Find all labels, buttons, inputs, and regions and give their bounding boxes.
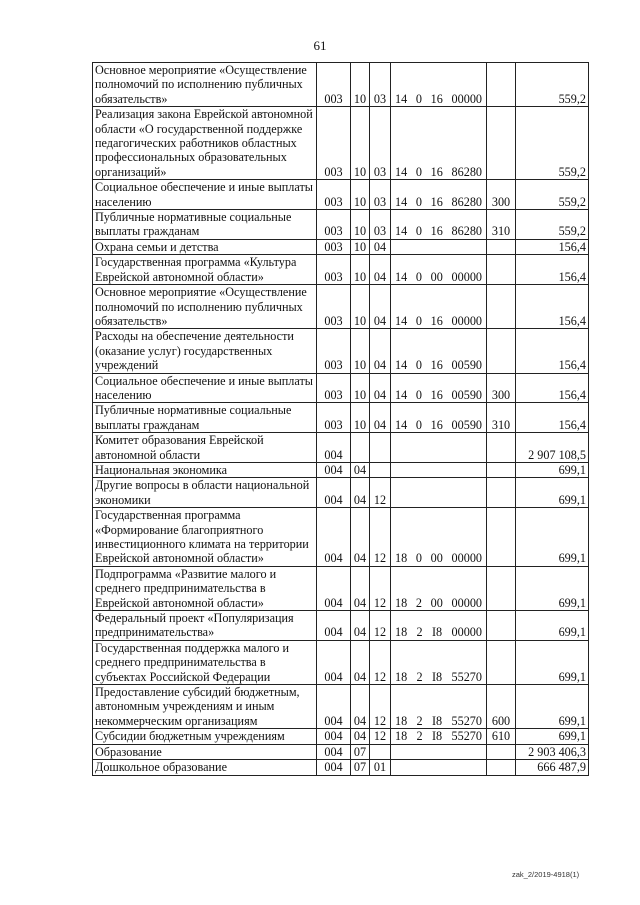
table-row xyxy=(93,239,589,254)
table-row xyxy=(93,285,589,329)
row-section-code: 10 xyxy=(351,107,370,180)
row-target-article xyxy=(391,107,487,180)
row-section-code: 04 xyxy=(351,611,370,641)
row-subsection-code: 03 xyxy=(370,63,391,107)
row-target-article-direction: 00000 xyxy=(451,91,482,106)
row-target-article-program: 14 xyxy=(395,91,408,106)
table-row xyxy=(93,403,589,433)
row-name: Основное мероприятие «Осуществление полномочий по исполнению публичных обязательств» xyxy=(93,285,317,329)
row-name: Социальное обеспечение и иные выплаты населению xyxy=(93,180,317,210)
row-section-code: 04 xyxy=(351,729,370,744)
row-expense-type: 300 xyxy=(487,373,516,403)
row-section-code: 04 xyxy=(351,508,370,567)
row-target-article-direction: 55270 xyxy=(451,729,482,744)
row-name: Образование xyxy=(93,744,317,759)
row-name: Охрана семьи и детства xyxy=(93,239,317,254)
row-target-article-direction: 55270 xyxy=(451,669,482,684)
row-target-article-subprogram: 0 xyxy=(415,224,422,239)
row-grbs-code: 003 xyxy=(317,329,351,373)
row-expense-type xyxy=(487,63,516,107)
row-sum: 559,2 xyxy=(516,63,589,107)
row-sum: 699,1 xyxy=(516,611,589,641)
table-row xyxy=(93,640,589,684)
row-target-article-program: 18 xyxy=(395,669,408,684)
table-row xyxy=(93,685,589,729)
row-target-article-subprogram: 2 xyxy=(416,669,423,684)
page-number: 61 xyxy=(313,38,327,53)
row-sum: 156,4 xyxy=(516,285,589,329)
row-target-article-event: 16 xyxy=(430,164,443,179)
row-target-article-program: 14 xyxy=(395,417,408,432)
table-row xyxy=(93,433,589,463)
row-sum: 2 907 108,5 xyxy=(516,433,589,463)
row-grbs-code: 004 xyxy=(317,611,351,641)
table-row xyxy=(93,180,589,210)
row-expense-type xyxy=(487,285,516,329)
row-subsection-code: 12 xyxy=(370,729,391,744)
row-grbs-code: 003 xyxy=(317,63,351,107)
row-name: Публичные нормативные социальные выплаты гражданам xyxy=(93,210,317,240)
row-expense-type xyxy=(487,744,516,759)
row-target-article xyxy=(391,462,487,477)
row-sum: 559,2 xyxy=(516,107,589,180)
row-expense-type xyxy=(487,478,516,508)
row-subsection-code: 04 xyxy=(370,329,391,373)
row-grbs-code: 004 xyxy=(317,744,351,759)
row-target-article-direction: 86280 xyxy=(451,194,482,209)
row-target-article-program: 18 xyxy=(395,595,408,610)
row-target-article-subprogram: 0 xyxy=(415,417,422,432)
row-target-article xyxy=(391,63,487,107)
row-sum: 156,4 xyxy=(516,403,589,433)
row-expense-type xyxy=(487,433,516,463)
row-sum: 666 487,9 xyxy=(516,760,589,775)
table-row xyxy=(93,729,589,744)
row-target-article-event: 16 xyxy=(430,91,443,106)
row-target-article-subprogram: 2 xyxy=(415,595,422,610)
row-target-article-direction: 00000 xyxy=(451,625,482,640)
row-subsection-code: 04 xyxy=(370,255,391,285)
row-subsection-code: 04 xyxy=(370,285,391,329)
table-row xyxy=(93,329,589,373)
row-target-article-direction: 00000 xyxy=(451,313,482,328)
row-target-article-program: 18 xyxy=(395,625,408,640)
row-grbs-code: 004 xyxy=(317,760,351,775)
row-target-article-subprogram: 2 xyxy=(416,713,423,728)
row-section-code: 04 xyxy=(351,566,370,610)
row-sum: 156,4 xyxy=(516,239,589,254)
row-target-article xyxy=(391,611,487,641)
row-section-code: 07 xyxy=(351,744,370,759)
row-grbs-code: 003 xyxy=(317,403,351,433)
row-target-article xyxy=(391,403,487,433)
row-grbs-code: 004 xyxy=(317,685,351,729)
row-target-article-event: I8 xyxy=(432,625,443,640)
row-sum: 156,4 xyxy=(516,255,589,285)
table-row xyxy=(93,107,589,180)
row-grbs-code: 004 xyxy=(317,462,351,477)
row-subsection-code: 04 xyxy=(370,239,391,254)
row-subsection-code: 12 xyxy=(370,611,391,641)
table-row xyxy=(93,478,589,508)
row-expense-type xyxy=(487,760,516,775)
row-name: Государственная поддержка малого и среднего предпринимательства в субъектах Российской Федерации xyxy=(93,640,317,684)
row-grbs-code: 004 xyxy=(317,640,351,684)
row-subsection-code: 03 xyxy=(370,107,391,180)
table-row xyxy=(93,255,589,285)
row-expense-type xyxy=(487,107,516,180)
row-name: Публичные нормативные социальные выплаты гражданам xyxy=(93,403,317,433)
row-sum: 559,2 xyxy=(516,180,589,210)
row-target-article-subprogram: 0 xyxy=(415,91,422,106)
row-section-code: 04 xyxy=(351,685,370,729)
row-grbs-code: 003 xyxy=(317,285,351,329)
row-target-article-direction: 86280 xyxy=(451,224,482,239)
row-target-article-event: 16 xyxy=(430,313,443,328)
row-section-code: 10 xyxy=(351,403,370,433)
row-section-code: 10 xyxy=(351,210,370,240)
row-target-article-program: 14 xyxy=(395,358,408,373)
row-expense-type: 610 xyxy=(487,729,516,744)
row-target-article-program: 14 xyxy=(395,313,408,328)
row-target-article-direction: 00000 xyxy=(451,551,482,566)
row-sum: 156,4 xyxy=(516,373,589,403)
row-target-article-event: 00 xyxy=(430,595,443,610)
row-target-article-event: I8 xyxy=(432,669,443,684)
row-subsection-code xyxy=(370,433,391,463)
row-section-code: 10 xyxy=(351,255,370,285)
row-name: Подпрограмма «Развитие малого и среднего предпринимательства в Еврейской автономной области» xyxy=(93,566,317,610)
row-name: Дошкольное образование xyxy=(93,760,317,775)
row-expense-type: 600 xyxy=(487,685,516,729)
row-target-article-subprogram: 0 xyxy=(415,194,422,209)
row-grbs-code: 003 xyxy=(317,255,351,285)
row-subsection-code xyxy=(370,744,391,759)
row-target-article-event: 16 xyxy=(430,224,443,239)
row-target-article-program: 18 xyxy=(395,729,408,744)
table-row xyxy=(93,462,589,477)
row-target-article-subprogram: 0 xyxy=(415,387,422,402)
row-target-article-program: 18 xyxy=(395,551,408,566)
row-grbs-code: 003 xyxy=(317,373,351,403)
row-name: Государственная программа «Формирование благоприятного инвестиционного климата на территории Еврейской автономной области» xyxy=(93,508,317,567)
row-target-article xyxy=(391,729,487,744)
row-target-article xyxy=(391,329,487,373)
row-name: Государственная программа «Культура Еврейской автономной области» xyxy=(93,255,317,285)
row-subsection-code: 04 xyxy=(370,373,391,403)
row-target-article-event: 16 xyxy=(430,194,443,209)
row-sum: 156,4 xyxy=(516,329,589,373)
row-target-article xyxy=(391,239,487,254)
row-expense-type xyxy=(487,611,516,641)
row-grbs-code: 004 xyxy=(317,566,351,610)
row-target-article-direction: 00590 xyxy=(451,417,482,432)
row-expense-type xyxy=(487,566,516,610)
table-row xyxy=(93,566,589,610)
row-sum: 699,1 xyxy=(516,685,589,729)
row-target-article-program: 14 xyxy=(395,224,408,239)
row-subsection-code: 12 xyxy=(370,566,391,610)
row-expense-type: 310 xyxy=(487,403,516,433)
row-target-article-subprogram: 2 xyxy=(416,625,423,640)
row-target-article xyxy=(391,373,487,403)
row-section-code: 04 xyxy=(351,640,370,684)
row-target-article-direction: 00000 xyxy=(451,269,482,284)
row-sum: 699,1 xyxy=(516,508,589,567)
row-section-code: 07 xyxy=(351,760,370,775)
row-target-article xyxy=(391,210,487,240)
row-target-article xyxy=(391,255,487,285)
row-expense-type xyxy=(487,640,516,684)
row-section-code: 10 xyxy=(351,285,370,329)
row-grbs-code: 004 xyxy=(317,508,351,567)
row-grbs-code: 003 xyxy=(317,180,351,210)
row-subsection-code: 12 xyxy=(370,640,391,684)
row-grbs-code: 004 xyxy=(317,729,351,744)
budget-table-body xyxy=(93,63,589,776)
row-subsection-code: 12 xyxy=(370,478,391,508)
row-sum: 699,1 xyxy=(516,462,589,477)
row-target-article-event: 16 xyxy=(430,387,443,402)
row-sum: 699,1 xyxy=(516,640,589,684)
row-target-article xyxy=(391,478,487,508)
row-target-article-program: 14 xyxy=(395,164,408,179)
row-name: Предоставление субсидий бюджетным, автономным учреждениям и иным некоммерческим организациям xyxy=(93,685,317,729)
row-target-article-program: 14 xyxy=(395,387,408,402)
row-target-article-program: 18 xyxy=(395,713,408,728)
row-name: Субсидии бюджетным учреждениям xyxy=(93,729,317,744)
row-section-code: 10 xyxy=(351,239,370,254)
row-name: Основное мероприятие «Осуществление полномочий по исполнению публичных обязательств» xyxy=(93,63,317,107)
table-row xyxy=(93,744,589,759)
row-target-article-direction: 00590 xyxy=(451,387,482,402)
row-target-article xyxy=(391,180,487,210)
row-expense-type xyxy=(487,329,516,373)
row-target-article-event: 16 xyxy=(430,417,443,432)
row-target-article-subprogram: 0 xyxy=(415,358,422,373)
row-subsection-code: 12 xyxy=(370,508,391,567)
row-target-article-subprogram: 2 xyxy=(416,729,423,744)
row-target-article-event: 00 xyxy=(430,269,443,284)
row-subsection-code: 12 xyxy=(370,685,391,729)
row-subsection-code: 03 xyxy=(370,210,391,240)
row-subsection-code: 03 xyxy=(370,180,391,210)
row-sum: 699,1 xyxy=(516,729,589,744)
row-subsection-code: 01 xyxy=(370,760,391,775)
row-target-article-subprogram: 0 xyxy=(415,269,422,284)
row-grbs-code: 003 xyxy=(317,210,351,240)
table-row xyxy=(93,210,589,240)
row-target-article-direction: 55270 xyxy=(451,713,482,728)
row-target-article-direction: 00590 xyxy=(451,358,482,373)
table-row xyxy=(93,760,589,775)
row-target-article xyxy=(391,760,487,775)
row-expense-type xyxy=(487,508,516,567)
row-name: Реализация закона Еврейской автономной области «О государственной поддержке педагогических работников областных профессиональных образовательных организаций» xyxy=(93,107,317,180)
row-target-article-direction: 86280 xyxy=(451,164,482,179)
row-target-article-event: 00 xyxy=(430,551,443,566)
row-grbs-code: 003 xyxy=(317,239,351,254)
row-section-code: 10 xyxy=(351,180,370,210)
row-target-article xyxy=(391,285,487,329)
row-expense-type xyxy=(487,462,516,477)
row-subsection-code xyxy=(370,462,391,477)
row-name: Другие вопросы в области национальной экономики xyxy=(93,478,317,508)
table-row xyxy=(93,373,589,403)
row-section-code: 04 xyxy=(351,462,370,477)
row-target-article xyxy=(391,744,487,759)
row-sum: 699,1 xyxy=(516,566,589,610)
row-name: Расходы на обеспечение деятельности (оказание услуг) государственных учреждений xyxy=(93,329,317,373)
row-grbs-code: 004 xyxy=(317,433,351,463)
row-sum: 559,2 xyxy=(516,210,589,240)
row-target-article xyxy=(391,640,487,684)
row-name: Социальное обеспечение и иные выплаты населению xyxy=(93,373,317,403)
row-sum: 2 903 406,3 xyxy=(516,744,589,759)
row-section-code: 04 xyxy=(351,478,370,508)
budget-table xyxy=(92,62,589,776)
row-expense-type: 310 xyxy=(487,210,516,240)
row-sum: 699,1 xyxy=(516,478,589,508)
table-row xyxy=(93,63,589,107)
row-grbs-code: 003 xyxy=(317,107,351,180)
row-name: Национальная экономика xyxy=(93,462,317,477)
row-expense-type xyxy=(487,255,516,285)
row-target-article-subprogram: 0 xyxy=(415,313,422,328)
row-target-article-program: 14 xyxy=(395,194,408,209)
row-target-article xyxy=(391,508,487,567)
row-target-article xyxy=(391,685,487,729)
row-target-article-event: I8 xyxy=(432,729,443,744)
row-name: Федеральный проект «Популяризация предпринимательства» xyxy=(93,611,317,641)
row-target-article-subprogram: 0 xyxy=(415,164,422,179)
row-target-article xyxy=(391,566,487,610)
row-expense-type xyxy=(487,239,516,254)
row-target-article-subprogram: 0 xyxy=(415,551,422,566)
row-section-code: 10 xyxy=(351,63,370,107)
row-target-article-event: 16 xyxy=(430,358,443,373)
row-expense-type: 300 xyxy=(487,180,516,210)
row-name: Комитет образования Еврейской автономной области xyxy=(93,433,317,463)
row-grbs-code: 004 xyxy=(317,478,351,508)
row-target-article xyxy=(391,433,487,463)
table-row xyxy=(93,611,589,641)
row-section-code: 10 xyxy=(351,373,370,403)
row-section-code xyxy=(351,433,370,463)
row-section-code: 10 xyxy=(351,329,370,373)
row-target-article-event: I8 xyxy=(432,713,443,728)
row-target-article-direction: 00000 xyxy=(451,595,482,610)
row-target-article-program: 14 xyxy=(395,269,408,284)
table-row xyxy=(93,508,589,567)
footer-code: zak_2/2019-4918(1) xyxy=(512,870,580,879)
row-subsection-code: 04 xyxy=(370,403,391,433)
